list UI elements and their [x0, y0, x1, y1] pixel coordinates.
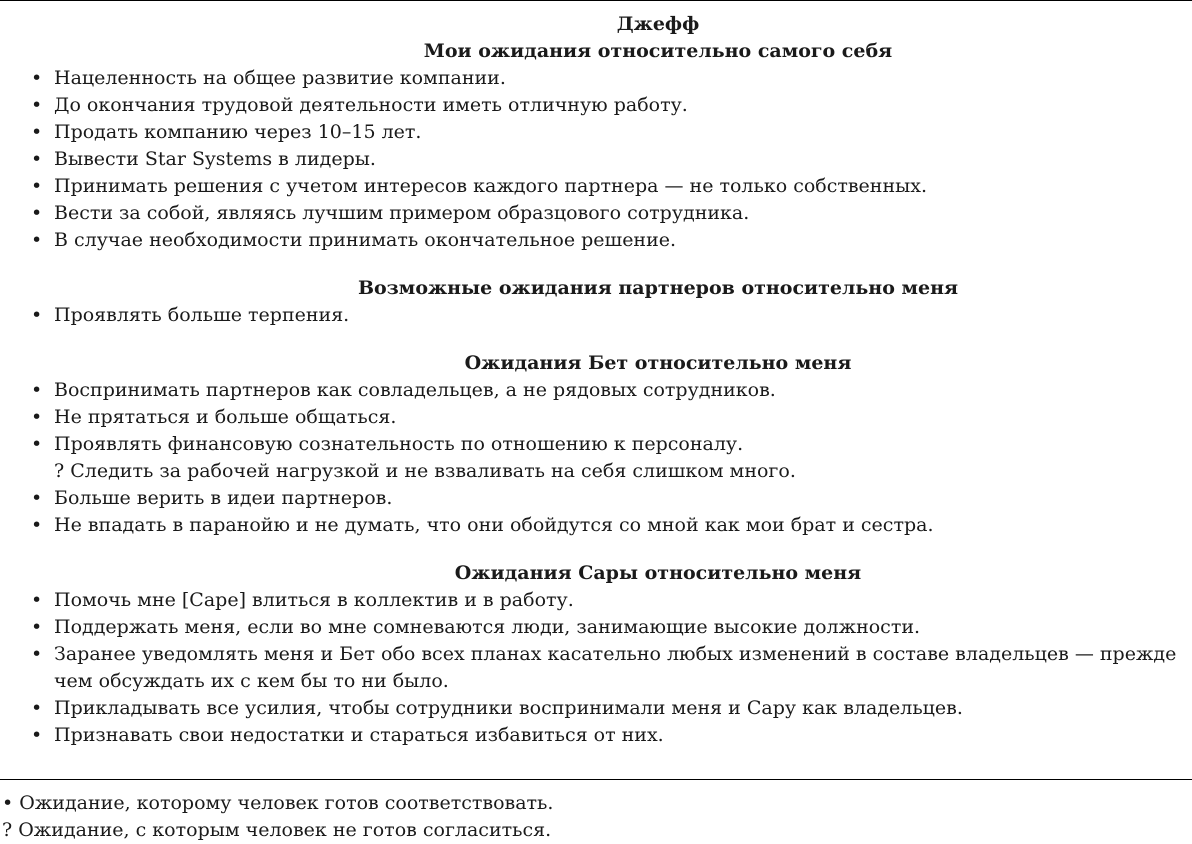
- list-item: [28, 722, 1178, 749]
- list-item: [28, 587, 1178, 614]
- bullet-icon: •: [31, 202, 43, 224]
- list-item-text: Вести за собой, являясь лучшим примером образцового сотрудника.: [54, 202, 750, 224]
- list-item: [28, 119, 1178, 146]
- list-item: [28, 614, 1178, 641]
- list-item: [28, 173, 1178, 200]
- bullet-icon: •: [31, 643, 43, 665]
- list-item: [28, 146, 1178, 173]
- list-item: [28, 695, 1178, 722]
- list-item: [28, 485, 1178, 512]
- list-item: [28, 92, 1178, 119]
- bullet-icon: •: [31, 433, 43, 455]
- list-item-text: Вывести Star Systems в лидеры.: [54, 148, 376, 170]
- footnotes: [0, 790, 1192, 844]
- list-item: [28, 302, 1178, 329]
- list-item-text: Проявлять больше терпения.: [54, 304, 350, 326]
- list-item: [28, 641, 1178, 695]
- list-item-text: Не прятаться и больше общаться.: [54, 406, 397, 428]
- list-item: [28, 404, 1178, 431]
- bullet-icon: •: [31, 724, 43, 746]
- list-item: [28, 227, 1178, 254]
- table-content: [28, 11, 1178, 749]
- list-item-text: Заранее уведомлять меня и Бет обо всех планах касательно любых изменений в составе владельцев — прежде чем обсуждать их с кем бы то ни было.: [54, 643, 1177, 692]
- bullet-icon: •: [31, 487, 43, 509]
- bullet-icon: •: [31, 229, 43, 251]
- bullet-icon: •: [31, 67, 43, 89]
- list-sara: [28, 587, 1178, 749]
- bullet-icon: •: [31, 121, 43, 143]
- section-heading-bet: Ожидания Бет относительно меня: [464, 352, 852, 374]
- list-item-text: Больше верить в идеи партнеров.: [54, 487, 393, 509]
- list-item: [28, 431, 1178, 458]
- bullet-icon: •: [31, 514, 43, 536]
- bullet-icon: •: [31, 589, 43, 611]
- list-bet: [28, 377, 1178, 539]
- footnote-question: ? Ожидание, с которым человек не готов согласиться.: [2, 819, 552, 841]
- list-item: [28, 200, 1178, 227]
- list-item: [28, 512, 1178, 539]
- list-item-text: Нацеленность на общее развитие компании.: [54, 67, 506, 89]
- list-item-text: ? Следить за рабочей нагрузкой и не взваливать на себя слишком много.: [54, 460, 796, 482]
- list-item: [28, 65, 1178, 92]
- list-item-text: Помочь мне [Саре] влиться в коллектив и в работу.: [54, 589, 574, 611]
- list-item-text: Не впадать в паранойю и не думать, что они обойдутся со мной как мои брат и сестра.: [54, 514, 934, 536]
- bullet-icon: •: [31, 697, 43, 719]
- section-heading-self: Мои ожидания относительно самого себя: [423, 40, 893, 62]
- section-heading-sara: Ожидания Сары относительно меня: [454, 562, 862, 584]
- list-item-question: [28, 458, 1178, 485]
- list-item: [28, 377, 1178, 404]
- bullet-icon: •: [31, 304, 43, 326]
- list-item-text: Поддержать меня, если во мне сомневаются люди, занимающие высокие должности.: [54, 616, 921, 638]
- section-heading-partners: Возможные ожидания партнеров относительно меня: [357, 277, 959, 299]
- list-item-text: Принимать решения с учетом интересов каждого партнера — не только собственных.: [54, 175, 928, 197]
- list-item-text: В случае необходимости принимать окончательное решение.: [54, 229, 677, 251]
- bullet-icon: •: [31, 94, 43, 116]
- bullet-icon: •: [31, 406, 43, 428]
- page-title: Джефф: [616, 13, 700, 35]
- list-item-text: Проявлять финансовую сознательность по отношению к персоналу.: [54, 433, 744, 455]
- list-item-text: Прикладывать все усилия, чтобы сотрудники воспринимали меня и Сару как владельцев.: [54, 697, 963, 719]
- bullet-icon: •: [31, 379, 43, 401]
- list-item-text: Продать компанию через 10–15 лет.: [54, 121, 422, 143]
- footnote-bullet: • Ожидание, которому человек готов соответствовать.: [2, 792, 554, 814]
- list-partners: [28, 302, 1178, 329]
- list-item-text: До окончания трудовой деятельности иметь отличную работу.: [54, 94, 688, 116]
- list-item-text: Признавать свои недостатки и стараться избавиться от них.: [54, 724, 664, 746]
- list-self: [28, 65, 1178, 254]
- list-item-text: Воспринимать партнеров как совладельцев, а не рядовых сотрудников.: [54, 379, 776, 401]
- bullet-icon: •: [31, 616, 43, 638]
- bullet-icon: •: [31, 175, 43, 197]
- bullet-icon: •: [31, 148, 43, 170]
